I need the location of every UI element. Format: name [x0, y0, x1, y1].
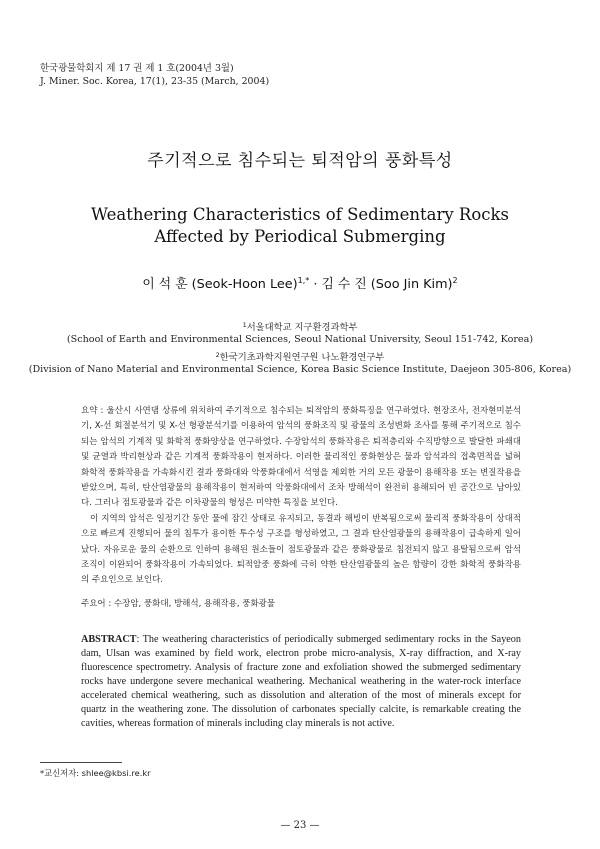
affiliation-1-mark: 1 — [242, 321, 247, 329]
footnote-divider — [40, 762, 122, 763]
journal-header — [40, 62, 269, 88]
abstract-english-text: : The weathering characteristics of periodically submerged sedimentary rocks in the Sayeon dam, Ulsan was examined by field work, electron probe micro-analysis, X-ray diffraction, and X-ray fluorescence spectrometry. Analysis of fracture zone and exfoliation showed the submerged sedimentary rocks have undergone severe mechanical weathering. Mechanical weathering in the water-rock interface accelerated chemical weathering, such as dissolution and alteration of the most of minerals except for quartz in the weathering zone. The dissolution of carbonates specially calcite, is remarkable creating the cavities, whereas formation of minerals including clay minerals is not active. — [81, 634, 521, 729]
abstract-korean — [81, 404, 521, 589]
journal-citation-korean: 한국광물학회지 제 17 권 제 1 호(2004년 3월) — [40, 63, 234, 74]
affiliation-2-korean-text: 한국기초과학지원연구원 나노환경연구부 — [219, 352, 385, 363]
affiliation-2-mark: 2 — [215, 351, 220, 359]
paper-title-korean: 주기적으로 침수되는 퇴적암의 풍화특성 — [147, 151, 453, 171]
abstract-korean-paragraph-2: 이 지역의 암석은 일정기간 동안 물에 잠긴 상태로 유지되고, 동결과 해빙이 반복됨으로써 물리적 풍화작용이 상대적으로 빠르게 진행되어 물의 침투가 용이한 투수성 구조를 형성하였고, 그 결과 탄산염광물의 용해작용이 급속하게 일어났다. 자유로운 물의 순환으로 인하여 용해된 원소들이 점토광물과 같은 풍화광물로 침전되지 않고 용탈됨으로써 암석조직이 이완되어 풍화작용이 가속되었다. 퇴적암중 풍화에 극히 약한 탄산염광물의 높은 함량이 강한 화학적 풍화작용의 주요인으로 보인다. — [81, 513, 521, 586]
keywords-korean: 주요어 : 수장암, 풍화대, 방해석, 용해작용, 풍화광물 — [81, 599, 276, 609]
abstract-label: ABSTRACT — [81, 634, 137, 645]
corresponding-author-footnote: *교신저자: shlee@kbsi.re.kr — [40, 768, 151, 778]
author-2-name: 김 수 진 (Soo Jin Kim) — [321, 277, 453, 292]
author-list — [0, 273, 600, 292]
abstract-english — [81, 633, 521, 731]
affiliation-1-english: (School of Earth and Environmental Sciences, Seoul National University, Seoul 151-742, Korea) — [66, 334, 534, 345]
page-number: — 23 — — [280, 820, 320, 831]
author-separator: · — [309, 277, 322, 292]
affiliation-2-korean — [0, 349, 600, 363]
author-1-name: 이 석 훈 (Seok-Hoon Lee) — [142, 277, 298, 292]
abstract-korean-paragraph-1: 요약 : 울산시 사연댐 상류에 위치하여 주기적으로 침수되는 퇴적암의 풍화특징을 연구하였다. 현장조사, 전자현미분석기, X-선 회절분석기 및 X-선 형광분석기를 이용하여 암석의 풍화조직 및 광물의 조성변화 조사를 통해 주기적으로 침수되는 암석의 기계적 및 화학적 풍화양상을 연구하였다. 수장암석의 풍화작용은 퇴적층리와 수직방향으로 발달한 파쇄대 및 균열과 박리현상과 같은 기계적 풍화작용이 현저하다. 이러한 물리적인 풍화현상은 물과 암석과의 접촉면적을 넓혀 화학적 풍화작용을 가속화시킨 결과 풍화대와 악풍화대에서 석영을 제외한 거의 모든 광물이 용해작용 또는 변질작용을 받았으며, 특히, 탄산염광물의 용해작용이 현저하여 악풍화대에서 조차 방해석이 완전히 용해되어 빈 공간으로 남아있다. 그러나 점토광물과 같은 이차광물의 형성은 미약한 특징을 보인다. — [81, 406, 521, 509]
journal-citation-english: J. Miner. Soc. Korea, 17(1), 23-35 (March, 2004) — [40, 76, 270, 87]
affiliation-2-english: (Division of Nano Material and Environmental Science, Korea Basic Science Institute, Daejeon 305-806, Korea) — [28, 364, 572, 375]
affiliation-1-korean-text: 서울대학교 지구환경과학부 — [246, 322, 358, 333]
affiliation-1-korean — [0, 319, 600, 333]
author-1-affiliation-mark: 1,* — [297, 276, 310, 285]
author-2-affiliation-mark: 2 — [452, 276, 458, 285]
paper-title-english: Weathering Characteristics of Sedimentary Rocks Affected by Periodical Submerging — [91, 205, 509, 246]
